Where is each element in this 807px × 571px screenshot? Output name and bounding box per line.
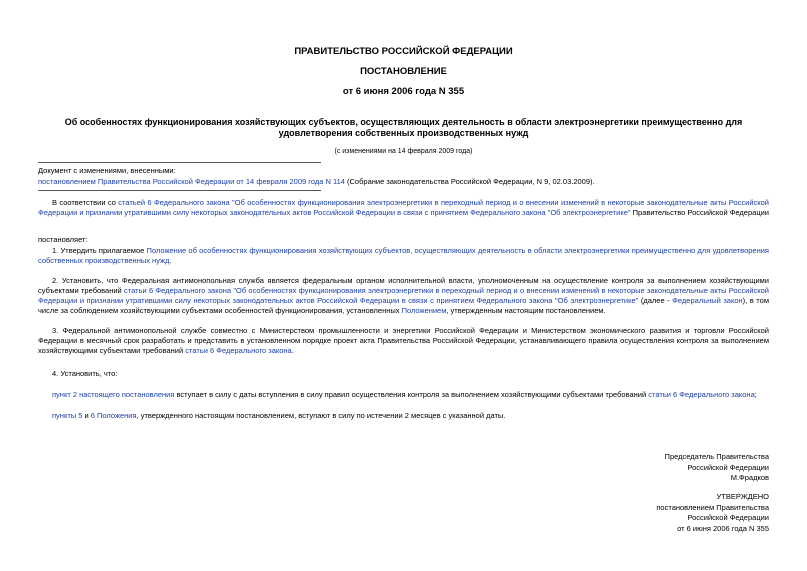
law-article-link[interactable]: статьей 6 Федерального закона "Об особенностях функционирования электроэнергетики в переходный период и о внесении изменений в некоторые законодательные акты Российской Федерации и признании утратившими силу некоторых законодательных актов Российской Федерации в связи с принятием Федерального закона "Об электроэнергетике" (38, 198, 769, 217)
paragraph-1 (38, 246, 769, 266)
changes-bottom-rule (38, 190, 321, 191)
law-article-link-3[interactable]: статьи 6 Федерального закона (185, 346, 292, 355)
approval-block (656, 492, 769, 534)
signature-position: Председатель Правительства (664, 452, 769, 461)
approved-country: Российской Федерации (687, 513, 769, 522)
revision-note: (с изменениями на 14 февраля 2009 года) (334, 148, 473, 155)
p2-text-2: (далее - (638, 296, 673, 305)
p1-text: 1. Утвердить прилагаемое (52, 246, 147, 255)
p4b-end: , утвержденного настоящим постановлением, вступают в силу по истечении 2 месяцев с указанной даты. (136, 411, 506, 420)
intro-paragraph (38, 198, 769, 218)
paragraph-2 (38, 276, 769, 316)
paragraph-3 (38, 326, 769, 356)
federal-law-link[interactable]: Федеральный закон (672, 296, 743, 305)
document-title-line1: Об особенностях функционирования хозяйствующих субъектов, осуществляющих деятельность в области электроэнергетики преимущественно для (64, 117, 743, 127)
regulation-link-2[interactable]: Положением (401, 306, 447, 315)
regulation-clause-6-link[interactable]: 6 Положения (90, 411, 137, 420)
signature-country: Российской Федерации (687, 462, 769, 472)
document-date: от 6 июня 2006 года N 355 (342, 86, 465, 97)
p2-end: , утвержденным настоящим постановлением. (446, 306, 606, 315)
regulation-link[interactable]: Положение об особенностях функционирования хозяйствующих субъектов, осуществляющих деятельность в области электроэнергетики преимущественно для удовлетворения собственных производственных нужд (38, 246, 769, 265)
paragraph-4a (38, 390, 769, 400)
signature-name: М.Фрадков (730, 473, 769, 482)
approved-title: УТВЕРЖДЕНО (716, 492, 769, 501)
p3-text: 3. Федеральной антимонопольной службе совместно с Министерством промышленности и энергетики Российской Федерации и Министерством экономического развития и торговли Российской Федерации в месячный срок разработать и представить в установленном порядке проект акта Правительства Российской Федерации, устанавливающего правила осуществления контроля за выполнением хозяйствующими субъектами требований (38, 326, 769, 355)
changes-label: Документ с изменениями, внесенными: (38, 166, 176, 175)
intro-text-end: Правительство Российской Федерации (630, 208, 769, 217)
p4b-text: и (82, 411, 91, 420)
paragraph-4: 4. Установить, что: (52, 369, 118, 378)
p2-text-3: ), в том числе за соблюдением хозяйствующими субъектами особенностей функционирования, установленных (38, 296, 769, 315)
approved-by: постановлением Правительства (656, 502, 769, 512)
changes-tail: (Собрание законодательства Российской Федерации, N 9, 02.03.2009). (344, 177, 595, 186)
intro-text: В соответствии со (52, 198, 119, 207)
clause-2-link[interactable]: пункт 2 настоящего постановления (52, 390, 175, 399)
resolves-text: постановляет: (38, 235, 88, 244)
clause-5-link[interactable]: пункты 5 (52, 411, 83, 420)
changes-line (38, 177, 769, 187)
changes-top-rule (38, 162, 321, 163)
law-article-link-2[interactable]: статьи 6 Федерального закона "Об особенностях функционирования электроэнергетики в переходный период и о внесении изменений в некоторые законодательные акты Российской Федерации и признании утратившими силу некоторых законодательных актов Российской Федерации в связи с принятием Федерального закона "Об электроэнергетике" (38, 286, 769, 305)
government-heading: ПРАВИТЕЛЬСТВО РОССИЙСКОЙ ФЕДЕРАЦИИ (294, 46, 513, 57)
paragraph-4b (38, 411, 769, 421)
document-type: ПОСТАНОВЛЕНИЕ (360, 66, 447, 77)
p2-text: 2. Установить, что Федеральная антимонопольная служба является федеральным органом исполнительной власти, уполномоченным на осуществление контроля за выполнением хозяйствующими субъектами требований (38, 276, 769, 295)
law-article-link-4[interactable]: статьи 6 Федерального закона (648, 390, 755, 399)
approved-date: от 6 июня 2006 года N 355 (677, 523, 769, 533)
signature-block (665, 452, 769, 484)
p3-end: . (291, 346, 294, 355)
p4a-text: вступает в силу с даты вступления в силу правил осуществления контроля за выполнением хозяйствующими субъектами требований (174, 390, 649, 399)
p4a-end: ; (754, 390, 757, 399)
changes-link[interactable]: постановлением Правительства Российской Федерации от 14 февраля 2009 года N 114 (38, 177, 345, 186)
document-title-line2: удовлетворения собственных производственных нужд (278, 128, 529, 138)
p1-end: . (169, 256, 172, 265)
